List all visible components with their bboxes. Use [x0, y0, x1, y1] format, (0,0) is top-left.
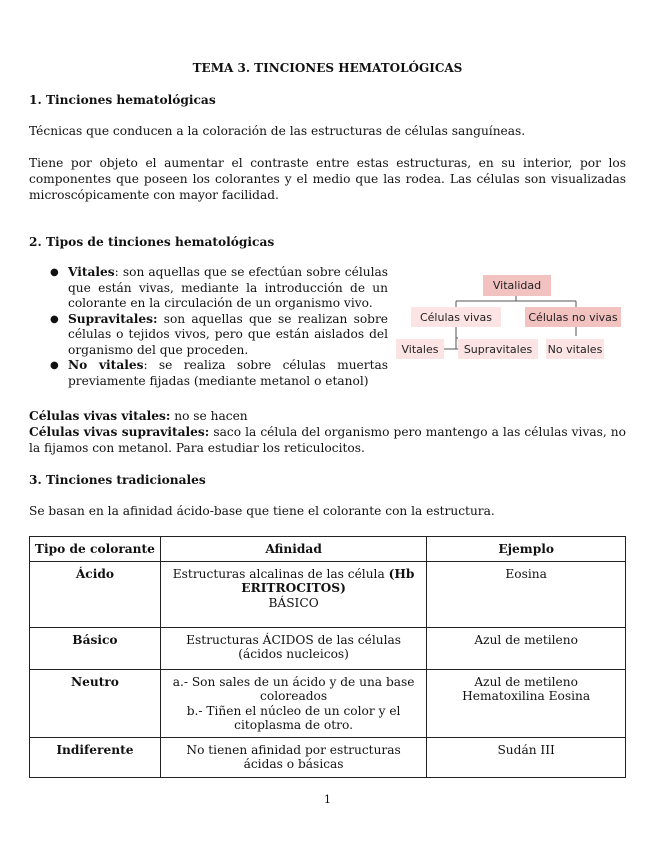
note-label: Células vivas vitales: — [29, 409, 171, 423]
table-row — [30, 627, 626, 669]
note-text: saco la célula del organismo pero mantengo a las células vivas, no la fijamos con metanol. Para estudiar los reticulocitos. — [29, 425, 626, 455]
note-supravitales — [29, 424, 626, 456]
vitalidad-diagram — [396, 270, 636, 365]
list-item-text: son aquellas que se efectúan sobre células que están vivas, mediante la introducción de un colorante en la circulación de un organismo vivo. — [68, 265, 388, 310]
table-cell-ejemplo: Eosina — [427, 561, 626, 627]
table-cell-ejemplo — [427, 669, 626, 737]
afinidad-bold: (Hb ERITROCITOS) — [241, 566, 415, 595]
note-vitales — [29, 408, 626, 424]
list-item-text: se realiza sobre células muertas previamente fijadas (mediante metanol o etanol) — [68, 358, 389, 388]
bullet-icon: ● — [50, 267, 59, 278]
section-1-heading: 1. Tinciones hematológicas — [29, 93, 216, 107]
table-cell-tipo: Indiferente — [30, 737, 161, 777]
table-header: Ejemplo — [427, 537, 626, 562]
table-cell-afinidad — [160, 561, 426, 627]
table-cell-ejemplo: Azul de metileno — [427, 627, 626, 669]
note-label: Células vivas supravitales: — [29, 425, 210, 439]
bullet-icon: ● — [50, 313, 59, 325]
ejemplo-text: Azul de metileno — [474, 674, 578, 689]
table-cell-afinidad — [160, 669, 426, 737]
list-item-sep: : — [114, 265, 119, 279]
table-row — [30, 737, 626, 777]
ejemplo-text: Hematoxilina Eosina — [462, 689, 591, 703]
table-cell-ejemplo: Sudán III — [427, 737, 626, 777]
table-row — [30, 561, 626, 627]
diagram-node-vitales: Vitales — [396, 339, 444, 359]
afinidad-text: Estructuras alcalinas de las célula — [172, 566, 389, 581]
table-header: Afinidad — [160, 537, 426, 562]
section-2-heading: 2. Tipos de tinciones hematológicas — [29, 235, 275, 249]
afinidad-text: (ácidos nucleicos) — [238, 647, 349, 661]
section-3-heading: 3. Tinciones tradicionales — [29, 473, 206, 487]
table-cell-tipo: Ácido — [30, 561, 161, 627]
list-item — [48, 358, 388, 389]
list-item-term: Vitales — [68, 265, 115, 279]
list-item-term: No vitales — [68, 358, 144, 372]
tinciones-list — [48, 265, 388, 389]
list-item-text: son aquellas que se realizan sobre células o tejidos vivos, pero que están aislados del organismo del que proceden. — [68, 311, 388, 357]
list-item-term: Supravitales: — [68, 311, 158, 326]
afinidad-text: Estructuras ÁCIDOS de las células — [186, 632, 401, 647]
table-row — [30, 669, 626, 737]
table-cell-tipo: Neutro — [30, 669, 161, 737]
list-item — [48, 312, 388, 359]
afinidad-text: BÁSICO — [268, 595, 319, 610]
section-1-paragraph-1: Técnicas que conducen a la coloración de las estructuras de células sanguíneas. — [29, 124, 526, 138]
list-item-sep: : — [143, 358, 148, 372]
table-cell-tipo: Básico — [30, 627, 161, 669]
table-cell-afinidad — [160, 627, 426, 669]
table-header-row — [30, 537, 626, 562]
diagram-node-root: Vitalidad — [483, 275, 551, 296]
diagram-node-no-vivas: Células no vivas — [525, 307, 621, 327]
section-3-paragraph: Se basan en la afinidad ácido-base que tiene el colorante con la estructura. — [29, 504, 495, 518]
table-header: Tipo de colorante — [30, 537, 161, 562]
diagram-node-vivas: Células vivas — [411, 307, 501, 327]
afinidad-text: b.- Tiñen el núcleo de un color y el citoplasma de otro. — [186, 703, 401, 732]
list-item — [48, 265, 388, 312]
page-number: 1 — [324, 793, 331, 806]
section-1-paragraph-2: Tiene por objeto el aumentar el contraste entre estas estructuras, en su interior, por los componentes que poseen los colorantes y el medio que las rodea. Las células son visualizadas microscópicamente con mayor facilidad. — [29, 156, 626, 202]
note-text: no se hacen — [170, 409, 248, 423]
bullet-icon: ● — [50, 360, 59, 371]
diagram-node-no-vitales: No vitales — [546, 339, 604, 359]
table-cell-afinidad: No tienen afinidad por estructuras ácidas o básicas — [160, 737, 426, 777]
afinidad-text: a.- Son sales de un ácido y de una base coloreados — [172, 674, 415, 703]
colorantes-table — [29, 536, 626, 778]
diagram-node-supravitales: Supravitales — [458, 339, 538, 359]
page-title: TEMA 3. TINCIONES HEMATOLÓGICAS — [192, 61, 463, 75]
